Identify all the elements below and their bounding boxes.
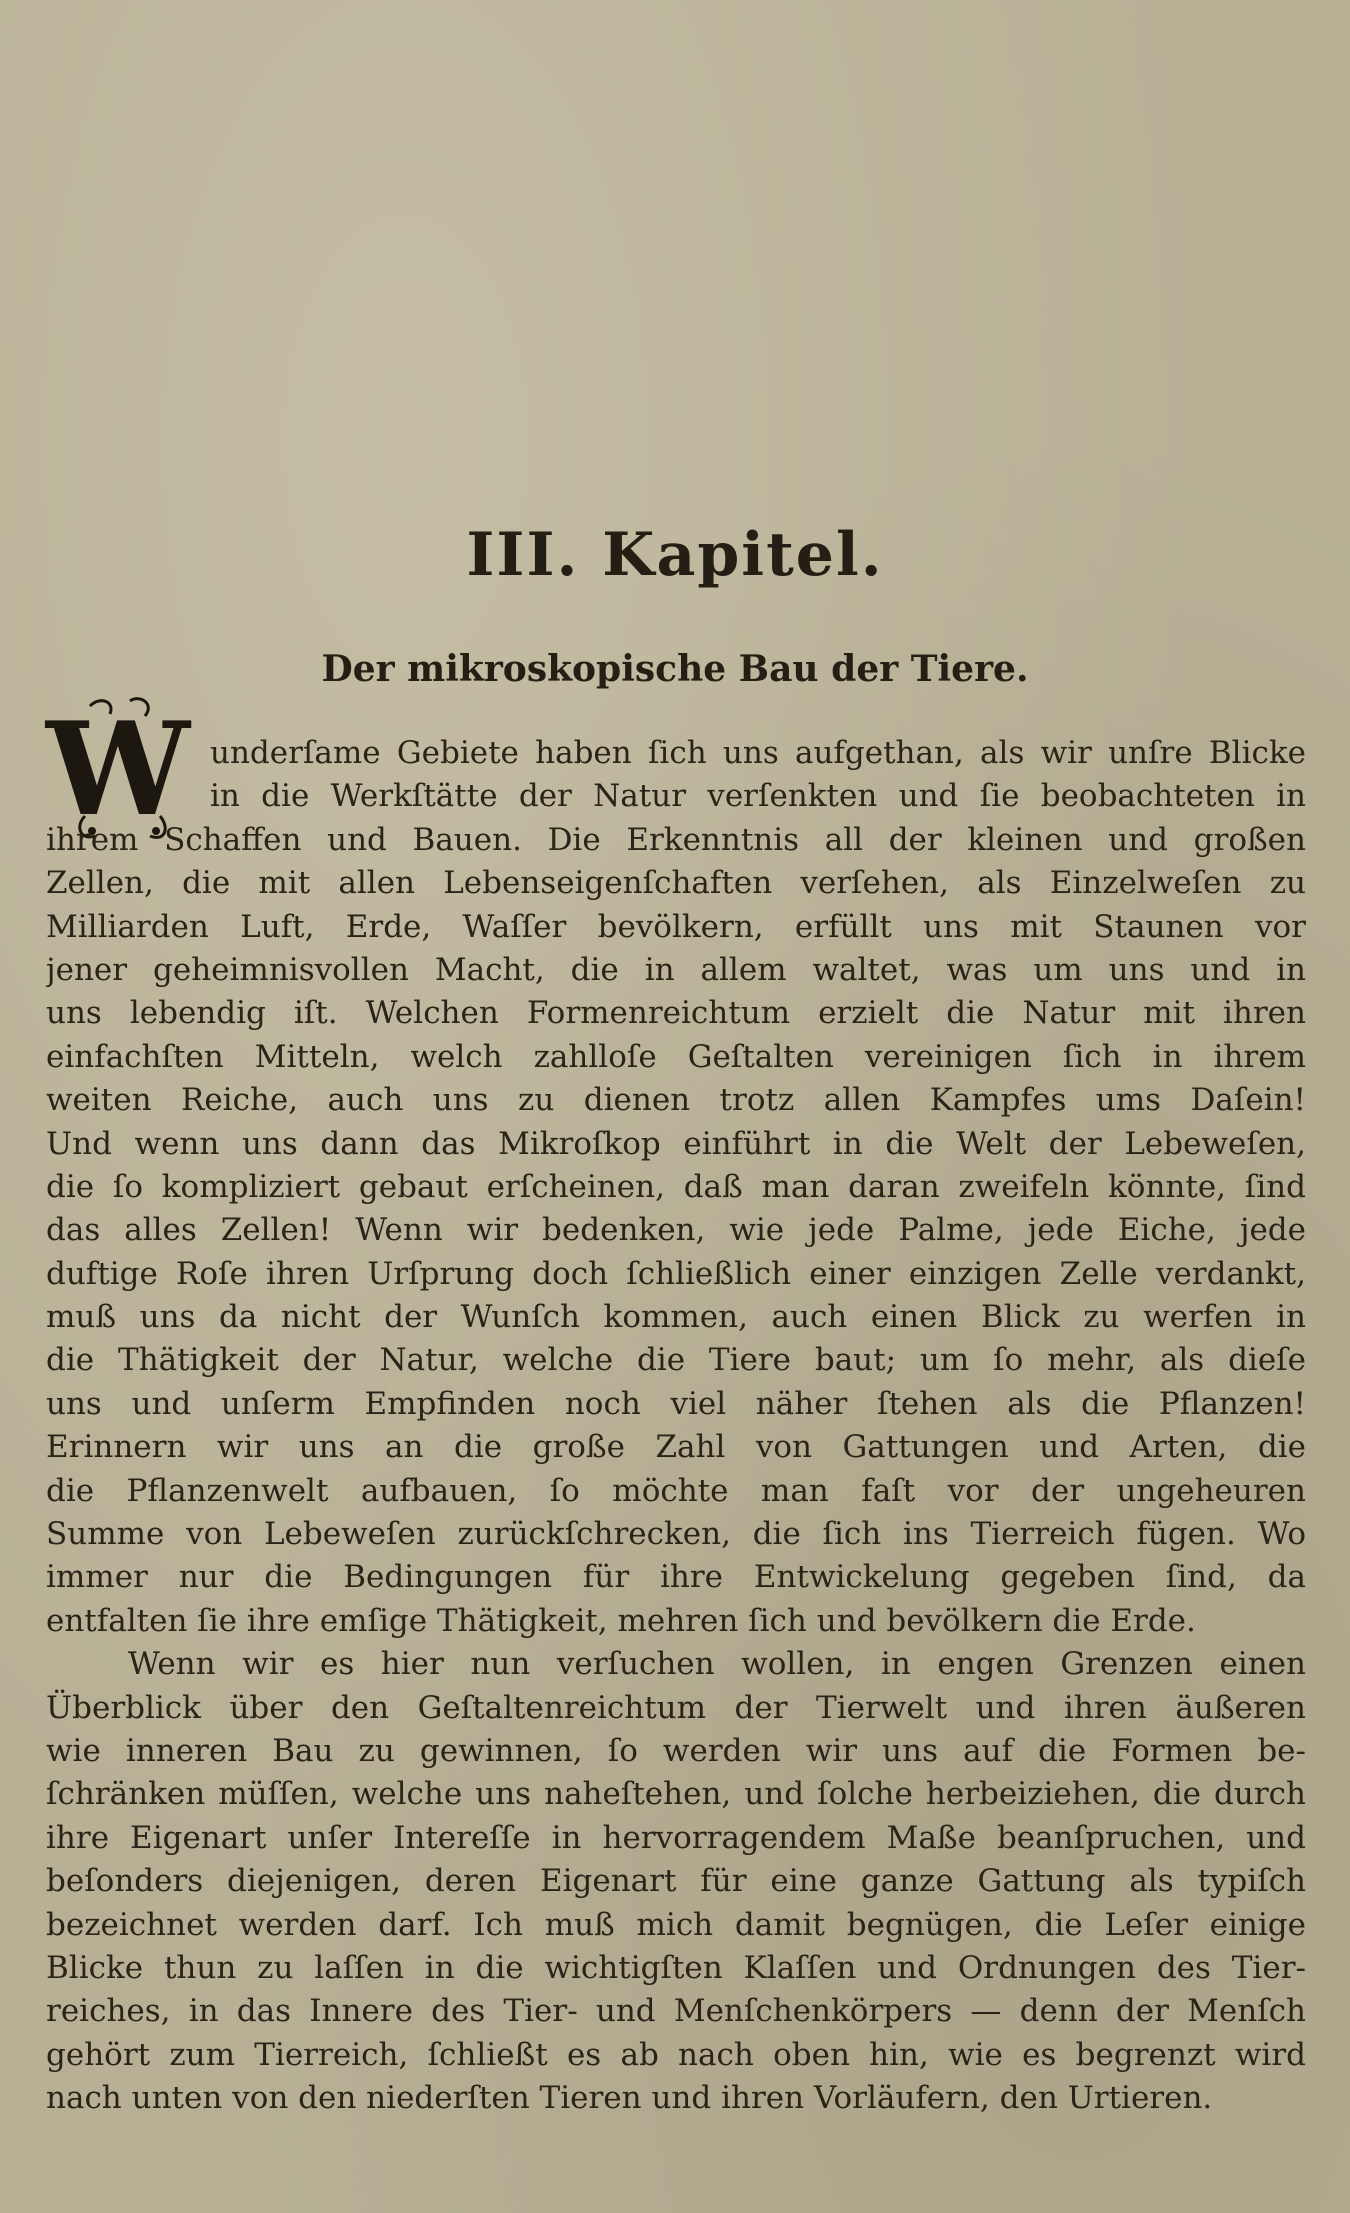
text-line: uns und unſerm Empfinden noch viel näher ſtehen als die Pflanzen! xyxy=(46,1385,1306,1422)
text-line: Erinnern wir uns an die große Zahl von Gattungen und Arten, die xyxy=(46,1429,1306,1466)
text-line: immer nur die Bedingungen für ihre Entwickelung gegeben ſind, da xyxy=(46,1559,1306,1596)
text-line: bezeichnet werden darf. Ich muß mich damit begnügen, die Leſer einige xyxy=(46,1906,1306,1943)
text-line: Milliarden Luft, Erde, Waſſer bevölkern, erfüllt uns mit Staunen vor xyxy=(46,908,1306,945)
text-line: weiten Reiche, auch uns zu dienen trotz allen Kampfes ums Daſein! xyxy=(46,1082,1306,1119)
text-line: beſonders diejenigen, deren Eigenart für eine ganze Gattung als typiſch xyxy=(46,1863,1306,1900)
text-line: die Thätigkeit der Natur, welche die Tiere baut; um ſo mehr, als dieſe xyxy=(46,1342,1306,1379)
chapter-title: III. Kapitel. xyxy=(466,520,884,590)
text-line: nach unten von den niederſten Tieren und ihren Vorläufern, den Urtieren. xyxy=(46,2080,1213,2117)
text-line: Wenn wir es hier nun verſuchen wollen, in engen Grenzen einen xyxy=(128,1646,1306,1683)
chapter-subtitle: Der mikroskopische Bau der Tiere. xyxy=(321,648,1029,690)
text-line: Blicke thun zu laſſen in die wichtigſten Klaſſen und Ordnungen des Tier- xyxy=(46,1949,1306,1986)
paragraph-1 xyxy=(46,732,1306,1643)
text-line: reiches, in das Innere des Tier- und Menſchenkörpers — denn der Menſch xyxy=(46,1993,1306,2030)
text-line: duftige Roſe ihren Urſprung doch ſchließlich einer einzigen Zelle verdankt, xyxy=(46,1255,1306,1292)
body-text xyxy=(46,732,1306,2121)
text-line: Summe von Lebeweſen zurückſchrecken, die ſich ins Tierreich fügen. Wo xyxy=(46,1516,1306,1553)
paragraph-2 xyxy=(46,1643,1306,2120)
text-line: ihre Eigenart unſer Intereſſe in hervorragendem Maße beanſpruchen, und xyxy=(46,1819,1306,1856)
dropcap-letter: W xyxy=(46,695,190,845)
text-line: muß uns da nicht der Wunſch kommen, auch einen Blick zu werfen in xyxy=(46,1299,1306,1336)
text-line: Zellen, die mit allen Lebenseigenſchaften verſehen, als Einzelweſen zu xyxy=(46,865,1306,902)
text-line: ihrem Schaffen und Bauen. Die Erkenntnis all der kleinen und großen xyxy=(46,821,1306,858)
text-line: Und wenn uns dann das Mikroſkop einführt in die Welt der Lebeweſen, xyxy=(46,1125,1306,1162)
text-line: ſchränken müſſen, welche uns naheſtehen, und ſolche herbeiziehen, die durch xyxy=(46,1776,1306,1813)
text-line: gehört zum Tierreich, ſchließt es ab nach oben hin, wie es begrenzt wird xyxy=(46,2036,1306,2073)
text-line: uns lebendig iſt. Welchen Formenreichtum erzielt die Natur mit ihren xyxy=(46,995,1306,1032)
text-line: die Pflanzenwelt aufbauen, ſo möchte man faſt vor der ungeheuren xyxy=(46,1472,1306,1509)
text-line: entfalten ſie ihre emſige Thätigkeit, mehren ſich und bevölkern die Erde. xyxy=(46,1602,1196,1639)
text-line: wie inneren Bau zu gewinnen, ſo werden wir uns auf die Formen be- xyxy=(46,1732,1306,1769)
text-line: einfachſten Mitteln, welch zahlloſe Geſtalten vereinigen ſich in ihrem xyxy=(46,1038,1306,1075)
text-line: in die Werkſtätte der Natur verſenkten und ſie beobachteten in xyxy=(210,778,1306,815)
text-line: jener geheimnisvollen Macht, die in allem waltet, was um uns und in xyxy=(46,951,1306,988)
text-line: die ſo kompliziert gebaut erſcheinen, daß man daran zweifeln könnte, ſind xyxy=(46,1168,1306,1205)
text-line: das alles Zellen! Wenn wir bedenken, wie jede Palme, jede Eiche, jede xyxy=(46,1212,1306,1249)
text-line: Überblick über den Geſtaltenreichtum der Tierwelt und ihren äußeren xyxy=(46,1689,1306,1726)
text-line: underſame Gebiete haben ſich uns aufgethan, als wir unſre Blicke xyxy=(210,735,1306,771)
